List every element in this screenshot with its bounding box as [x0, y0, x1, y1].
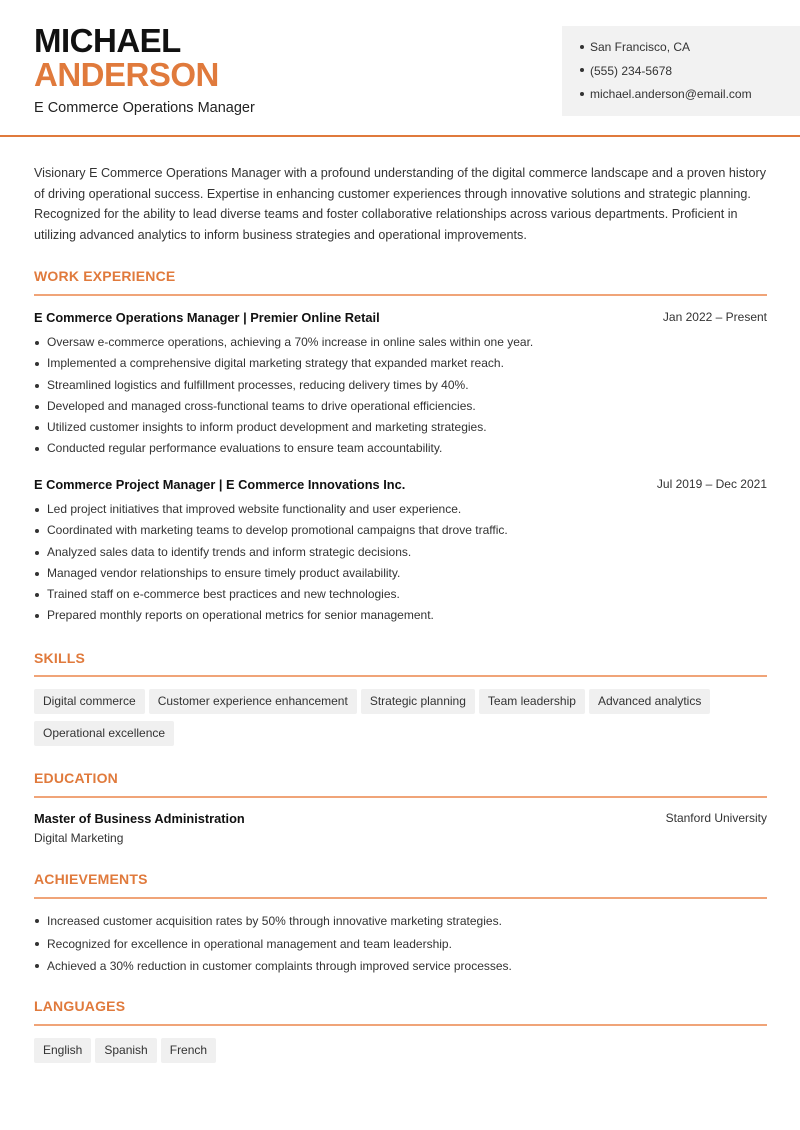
- skills-tags: [34, 689, 767, 753]
- last-name: ANDERSON: [34, 56, 219, 93]
- bullet-icon: [580, 68, 584, 72]
- job-header: [34, 477, 767, 492]
- contact-phone: (555) 234-5678: [580, 60, 800, 84]
- language-tag: French: [161, 1038, 216, 1063]
- job-header: [34, 310, 767, 325]
- section-divider: [34, 294, 767, 296]
- list-item: Conducted regular performance evaluations to ensure team accountability.: [34, 438, 767, 459]
- job-role: E Commerce Project Manager | E Commerce Innovations Inc.: [34, 477, 406, 492]
- education-school: Stanford University: [665, 811, 767, 825]
- list-item: Developed and managed cross-functional teams to drive operational efficiencies.: [34, 396, 767, 417]
- section-title-skills: SKILLS: [34, 650, 85, 666]
- list-item: Prepared monthly reports on operational metrics for senior management.: [34, 605, 767, 626]
- section-title-work: WORK EXPERIENCE: [34, 268, 176, 284]
- resume-header: [0, 0, 800, 137]
- list-item: Increased customer acquisition rates by 50% through innovative marketing strategies.: [34, 910, 767, 933]
- section-divider: [34, 675, 767, 677]
- list-item: Coordinated with marketing teams to develop promotional campaigns that drove traffic.: [34, 520, 767, 541]
- summary-text: Visionary E Commerce Operations Manager with a profound understanding of the digital commerce landscape and a proven history of driving operational success. Expertise in enhancing customer experiences through innovative solutions and strategic planning. Recognized for the ability to lead diverse teams and foster collaborative relationships across various departments. Proficient in utilizing advanced analytics to inform business strategies and operational improvements.: [34, 166, 767, 242]
- contact-box: [562, 26, 800, 116]
- section-divider: [34, 897, 767, 899]
- skill-tag: Strategic planning: [361, 689, 475, 714]
- job-role: E Commerce Operations Manager | Premier Online Retail: [34, 310, 380, 325]
- skill-tag: Digital commerce: [34, 689, 145, 714]
- list-item: Led project initiatives that improved website functionality and user experience.: [34, 499, 767, 520]
- job-dates: Jul 2019 – Dec 2021: [656, 477, 767, 491]
- skill-tag: Team leadership: [479, 689, 585, 714]
- skill-tag: Customer experience enhancement: [149, 689, 357, 714]
- list-item: Implemented a comprehensive digital marketing strategy that expanded market reach.: [34, 353, 767, 374]
- skill-tag: Advanced analytics: [589, 689, 710, 714]
- job-bullets: [34, 499, 767, 627]
- section-title-achievements: ACHIEVEMENTS: [34, 871, 148, 887]
- job-bullets: [34, 332, 767, 460]
- list-item: Managed vendor relationships to ensure timely product availability.: [34, 563, 767, 584]
- achievements-list: [34, 910, 767, 978]
- list-item: Achieved a 30% reduction in customer complaints through improved service processes.: [34, 955, 767, 978]
- job-dates: Jan 2022 – Present: [662, 310, 767, 324]
- contact-location: San Francisco, CA: [580, 36, 800, 60]
- section-divider: [34, 1024, 767, 1026]
- contact-email: michael.anderson@email.com: [580, 83, 800, 107]
- list-item: Oversaw e-commerce operations, achieving a 70% increase in online sales within one year.: [34, 332, 767, 353]
- section-title-languages: LANGUAGES: [34, 998, 126, 1014]
- language-tag: Spanish: [95, 1038, 156, 1063]
- education-degree: Master of Business Administration: [34, 811, 245, 826]
- language-tag: English: [34, 1038, 91, 1063]
- skill-tag: Operational excellence: [34, 721, 174, 746]
- bullet-icon: [580, 45, 584, 49]
- list-item: Streamlined logistics and fulfillment processes, reducing delivery times by 40%.: [34, 375, 767, 396]
- language-tags: [34, 1038, 767, 1070]
- list-item: Recognized for excellence in operational management and team leadership.: [34, 933, 767, 956]
- section-title-education: EDUCATION: [34, 770, 118, 786]
- list-item: Analyzed sales data to identify trends and inform strategic decisions.: [34, 542, 767, 563]
- education-field: Digital Marketing: [34, 831, 124, 845]
- job-title: E Commerce Operations Manager: [34, 100, 255, 116]
- list-item: Utilized customer insights to inform product development and marketing strategies.: [34, 417, 767, 438]
- bullet-icon: [580, 92, 584, 96]
- list-item: Trained staff on e-commerce best practices and new technologies.: [34, 584, 767, 605]
- first-name: MICHAEL: [34, 22, 181, 59]
- section-divider: [34, 796, 767, 798]
